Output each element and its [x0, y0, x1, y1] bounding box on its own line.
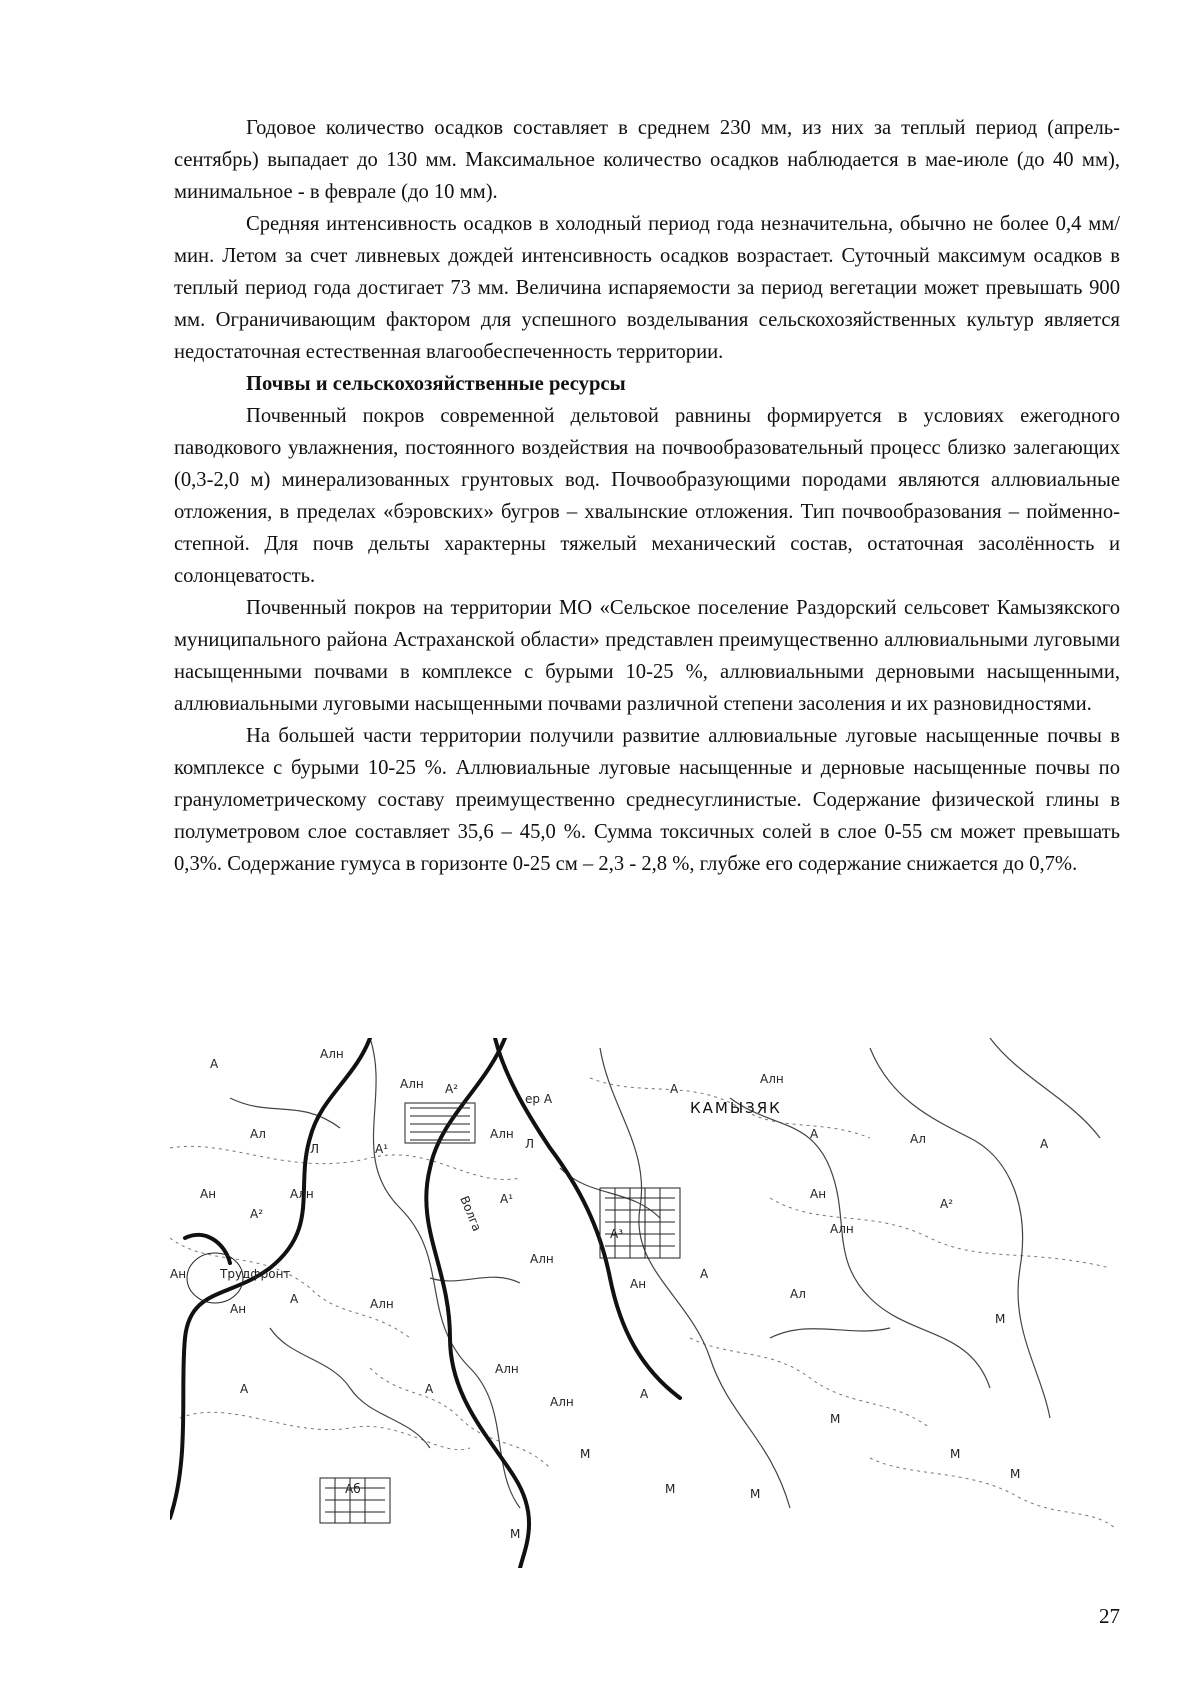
- svg-text:Л: Л: [310, 1142, 320, 1156]
- svg-text:А²: А²: [250, 1207, 264, 1221]
- svg-text:М: М: [995, 1312, 1006, 1326]
- map-village-label: Трудфронт: [220, 1267, 291, 1281]
- svg-text:Ан: Ан: [230, 1302, 247, 1316]
- svg-text:Алн: Алн: [830, 1222, 854, 1236]
- svg-text:Алн: Алн: [550, 1395, 574, 1409]
- map-river-label: Волга: [457, 1193, 485, 1234]
- svg-text:М: М: [510, 1527, 521, 1541]
- svg-text:А²: А²: [940, 1197, 954, 1211]
- soil-map: [170, 1038, 1120, 1568]
- paragraph: Почвенный покров на территории МО «Сельское поселение Раздорский сельсовет Камызякского муниципального района Астраханской области» представлен преимущественно аллювиальными луговыми насыщенными почвами в комплексе с бурыми 10-25 %, аллювиальными дерновыми насыщенными, аллювиальными луговыми насыщенными почвами различной степени засоления и их разновидностями.: [174, 597, 1120, 715]
- svg-text:Алн: Алн: [530, 1252, 554, 1266]
- svg-text:А: А: [810, 1127, 819, 1141]
- svg-text:Алн: Алн: [370, 1297, 394, 1311]
- paragraph: Средняя интенсивность осадков в холодный период года незначительна, обычно не более 0,4 мм/мин. Летом за счет ливневых дождей интенсивность осадков возрастает. Суточный максимум осадков в теплый период года достигает 73 мм. Величина испаряемости за период вегетации может превышать 900 мм. Ограничивающим фактором для успешного возделывания сельскохозяйственных культур является недостаточная естественная влагообеспеченность территории.: [174, 213, 1120, 363]
- svg-text:Алн: Алн: [290, 1187, 314, 1201]
- svg-text:М: М: [950, 1447, 961, 1461]
- svg-text:Ан: Ан: [810, 1187, 827, 1201]
- svg-text:М: М: [750, 1487, 761, 1501]
- svg-text:Алн: Алн: [495, 1362, 519, 1376]
- paragraph: Почвенный покров современной дельтовой равнины формируется в условиях ежегодного паводкового увлажнения, постоянного воздействия на почвообразовательный процесс близко залегающих (0,3-2,0 м) минерализованных грунтовых вод. Почвообразующими породами являются аллювиальные отложения, в пределах «бэровских» бугров – хвалынские отложения. Тип почвообразования – пойменно-степной. Для почв дельты характерны тяжелый механический состав, остаточная засолённость и солонцеватость.: [174, 405, 1120, 587]
- svg-text:А: А: [640, 1387, 649, 1401]
- svg-text:А: А: [700, 1267, 709, 1281]
- svg-text:Ан: Ан: [200, 1187, 217, 1201]
- body-text: [174, 112, 1120, 880]
- svg-text:А: А: [425, 1382, 434, 1396]
- svg-text:М: М: [665, 1482, 676, 1496]
- svg-text:Аб: Аб: [345, 1482, 361, 1496]
- svg-text:Ан: Ан: [630, 1277, 647, 1291]
- svg-text:А: А: [1040, 1137, 1049, 1151]
- map-town-label: КАМЫЗЯК: [690, 1099, 782, 1117]
- svg-text:Алн: Алн: [400, 1077, 424, 1091]
- svg-text:Ал: Ал: [910, 1132, 926, 1146]
- svg-text:М: М: [830, 1412, 841, 1426]
- svg-text:ер А: ер А: [525, 1092, 553, 1106]
- svg-text:А¹: А¹: [375, 1142, 389, 1156]
- svg-text:А: А: [210, 1057, 219, 1071]
- svg-text:А²: А²: [445, 1082, 459, 1096]
- svg-text:М: М: [580, 1447, 591, 1461]
- svg-text:А: А: [670, 1082, 679, 1096]
- svg-text:Ал: Ал: [250, 1127, 266, 1141]
- svg-text:А: А: [240, 1382, 249, 1396]
- svg-text:Алн: Алн: [320, 1047, 344, 1061]
- svg-text:А¹: А¹: [500, 1192, 514, 1206]
- svg-text:Ан: Ан: [170, 1267, 187, 1281]
- paragraph: На большей части территории получили развитие аллювиальные луговые насыщенные почвы в комплексе с бурыми 10-25 %. Аллювиальные луговые насыщенные и дерновые насыщенные почвы по гранулометрическому составу преимущественно среднесуглинистые. Содержание физической глины в полуметровом слое составляет 35,6 – 45,0 %. Сумма токсичных солей в слое 0-55 см может превышать 0,3%. Содержание гумуса в горизонте 0-25 см – 2,3 - 2,8 %, глубже его содержание снижается до 0,7%.: [174, 725, 1120, 875]
- svg-text:Ал: Ал: [790, 1287, 806, 1301]
- svg-text:Л: Л: [525, 1137, 535, 1151]
- section-heading: Почвы и сельскохозяйственные ресурсы: [246, 373, 626, 395]
- page-number: 27: [1099, 1604, 1120, 1628]
- svg-text:Алн: Алн: [490, 1127, 514, 1141]
- svg-text:М: М: [1010, 1467, 1021, 1481]
- map-soil-codes: [170, 1047, 1049, 1541]
- svg-text:А: А: [290, 1292, 299, 1306]
- soil-map-drawing: [170, 1038, 1120, 1568]
- svg-text:Алн: Алн: [760, 1072, 784, 1086]
- svg-text:А³: А³: [610, 1227, 624, 1241]
- paragraph: Годовое количество осадков составляет в среднем 230 мм, из них за теплый период (апрель-сентябрь) выпадает до 130 мм. Максимальное количество осадков наблюдается в мае-июле (до 40 мм), минимальное - в феврале (до 10 мм).: [174, 117, 1120, 203]
